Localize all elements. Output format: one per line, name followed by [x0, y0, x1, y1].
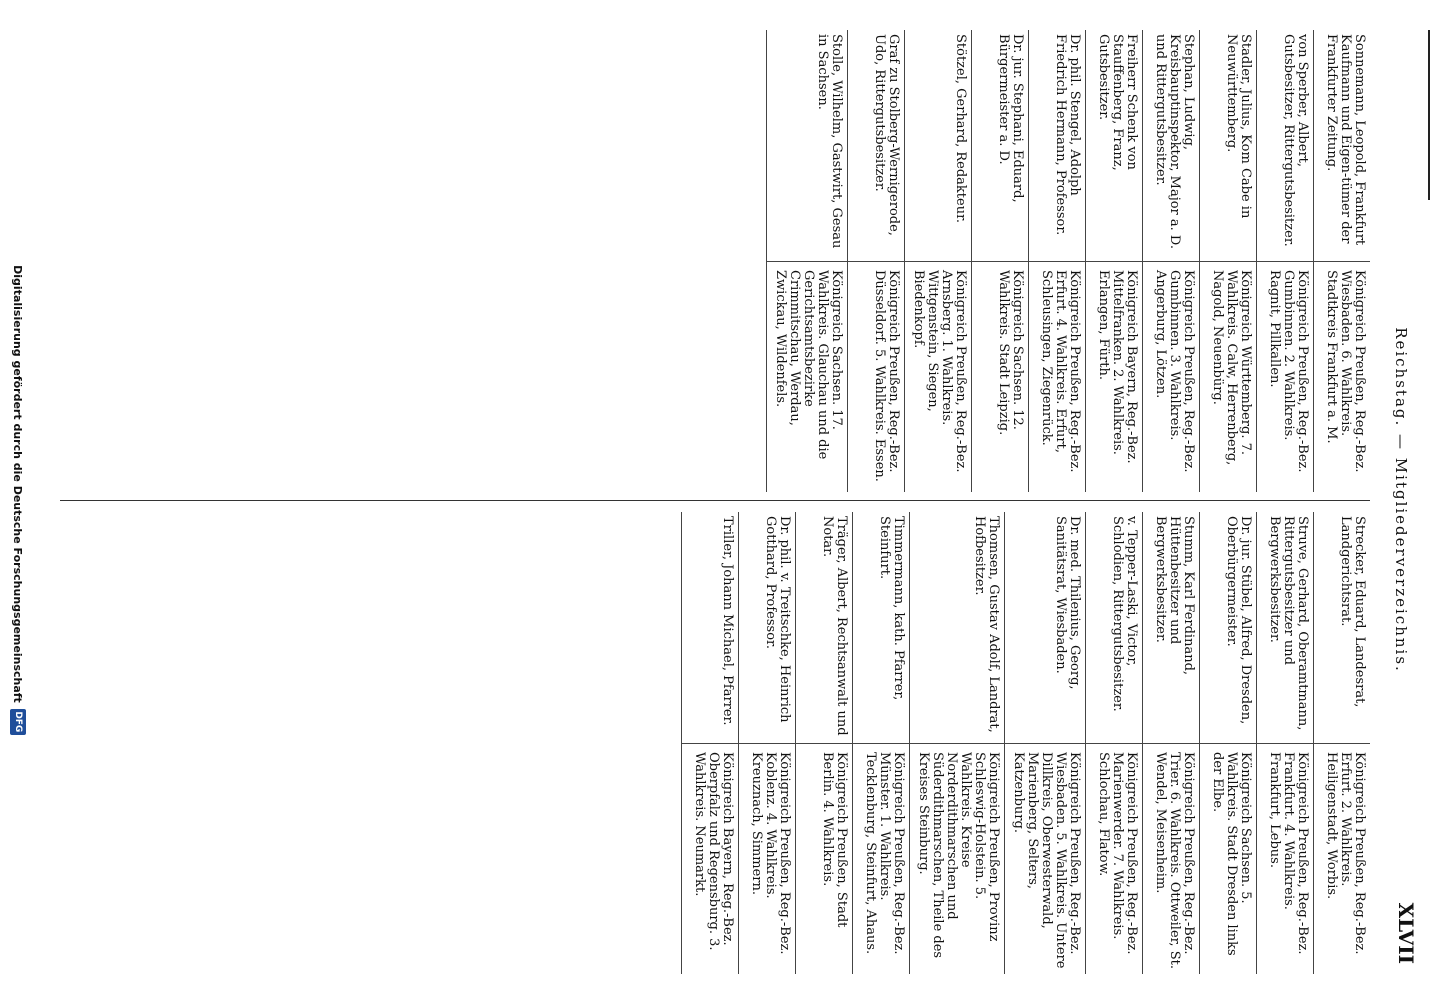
member-district: Königreich Preußen, Reg.-Bez. Münster. 1. Wahlkreis. Tecklenburg, Steinfurt, Ahaus. [853, 743, 909, 974]
dfg-logo: DFG [10, 709, 26, 735]
member-district: Königreich Preußen, Reg.-Bez. Düsseldorf. 5. Wahlkreis. Essen. [848, 261, 904, 492]
member-district: Königreich Preußen, Reg.-Bez. Wiesbaden. 5. Wahlkreis. Untere Dillkreis, Oberwesterwald, Marienberg, Selters, Katzenburg. [1005, 743, 1085, 974]
member-district: Königreich Preußen, Stadt Berlin. 4. Wahlkreis. [796, 743, 852, 974]
member-district: Königreich Preußen, Reg.-Bez. Gumbinnen. 3. Wahlkreis. Angerburg, Lötzen. [1143, 261, 1199, 492]
member-entry [681, 512, 738, 974]
top-rule [1428, 30, 1430, 200]
member-name: Freiherr Schenk von Stauffenberg, Franz, Gutsbesitzer. [1096, 34, 1139, 171]
member-district: Königreich Preußen, Reg.-Bez. Arnsberg. 1. Wahlkreis. Wittgenstein, Siegen, Biedenkopf. [905, 261, 971, 492]
member-district: Königreich Preußen, Reg.-Bez. Erfurt. 2. Wahlkreis. Heiligenstadt, Worbis. [1314, 743, 1370, 974]
right-column [60, 512, 1370, 974]
member-name: Träger, Albert, Rechtsanwalt und Notar. [820, 516, 849, 736]
member-entry [852, 512, 909, 974]
member-name: Stötzel, Gerhard, Redakteur. [953, 34, 968, 224]
member-name: Dr. jur. Stephani, Eduard, Bürgermeister a. D. [996, 34, 1025, 203]
page-header [1374, 30, 1424, 970]
member-district: Königreich Preußen, Reg.-Bez. Erfurt. 4. Wahlkreis. Erfurt, Schleusingen, Ziegenrück. [1029, 261, 1085, 492]
member-entry [1256, 30, 1313, 492]
member-district: Königreich Preußen, Reg.-Bez. Koblenz. 4. Wahlkreis. Kreuznach, Simmern. [739, 743, 795, 974]
page-number: XLVII [1394, 902, 1418, 964]
member-entry [1313, 512, 1370, 974]
member-name: Stephan, Ludwig, Kreisbauptinspektor, Major a. D. und Rittergutsbesitzer. [1153, 34, 1196, 250]
member-name: Thomsen, Gustav Adolf, Landrat, Hofbesitzer. [972, 516, 1001, 733]
member-entry [904, 30, 971, 492]
member-name: Dr. med. Thilenius, Georg, Sanitätsrat, Wiesbaden. [1053, 516, 1082, 690]
footer [4, 0, 32, 1000]
member-entry [971, 30, 1028, 492]
member-district: Königreich Bayern, Reg.-Bez. Mittelfranken. 2. Wahlkreis. Erlangen, Fürth. [1086, 261, 1142, 492]
member-name: Stumm, Karl Ferdinand, Hüttenbesitzer und Bergwerksbesitzer. [1153, 516, 1196, 676]
member-entry [1085, 30, 1142, 492]
member-name: Sonnemann, Leopold, Frankfurt Kaufmann und Eigen-tümer der Frankfurter Zeitung. [1324, 34, 1367, 246]
member-district: Königreich Preußen, Provinz Schleswig-Holstein. 5. Wahlkreis. Kreise Norderdithmarschen und Süderdithmarschen, Theile des Kreises Steinburg. [910, 743, 1004, 974]
member-entry [766, 30, 847, 492]
member-name: von Sperber, Albert, Gutsbesitzer, Rittergutsbesitzer. [1281, 34, 1310, 247]
left-column [60, 30, 1370, 492]
member-name: Dr. jur. Stübel, Alfred, Dresden, Oberbürgermeister. [1224, 516, 1253, 725]
member-entry [1256, 512, 1313, 974]
member-entry [738, 512, 795, 974]
member-district: Königreich Sachsen. 12. Wahlkreis. Stadt Leipzig. [972, 261, 1028, 492]
member-entry [795, 512, 852, 974]
member-district: Königreich Sachsen. 17. Wahlkreis. Glauchau und die Gerichtsamtsbezirke Crimmitschau, Werdau, Zwickau, Wildenfels. [767, 261, 847, 492]
member-entry [847, 30, 904, 492]
member-entry [1199, 512, 1256, 974]
member-name: Dr. phil. Stengel, Adolph Friedrich Hermann, Professor. [1053, 34, 1082, 236]
member-name: v. Tepper-Laski, Victor, Schlodien, Rittergutsbesitzer. [1110, 516, 1139, 712]
member-entry [1085, 512, 1142, 974]
member-entry [1199, 30, 1256, 492]
column-divider [60, 500, 1370, 501]
member-name: Struve, Gerhard, Oberamtmann, Rittergutsbesitzer und Bergwerksbesitzer. [1267, 516, 1310, 731]
member-entry [1142, 30, 1199, 492]
member-entry [1004, 512, 1085, 974]
member-entry [1142, 512, 1199, 974]
member-district: Königreich Preußen, Reg.-Bez. Trier. 6. Wahlkreis. Ottweiler, St. Wendel, Meisenheim. [1143, 743, 1199, 974]
member-entry [1313, 30, 1370, 492]
member-district: Königreich Bayern, Reg.-Bez. Oberpfalz und Regensburg. 3. Wahlkreis. Neumarkt. [682, 743, 738, 974]
member-district: Königreich Preußen, Reg.-Bez. Gumbinnen. 2. Wahlkreis. Ragnit, Pillkallen. [1257, 261, 1313, 492]
member-name: Dr. phil. v. Treitschke, Heinrich Gotthard, Professor. [763, 516, 792, 723]
footer-text: Digitalisierung gefördert durch die Deutsche Forschungsgemeinschaft [11, 265, 25, 703]
running-title: Reichstag. — Mitgliederverzeichnis. [1392, 327, 1410, 673]
member-district: Königreich Preußen, Reg.-Bez. Wiesbaden. 6. Wahlkreis. Stadtkreis Frankfurt a. M. [1314, 261, 1370, 492]
member-name: Graf zu Stolberg-Wernigerode, Udo, Rittergutsbesitzer. [872, 34, 901, 236]
member-district: Königreich Preußen, Reg.-Bez. Marienwerder. 7. Wahlkreis. Schlochau, Flatow. [1086, 743, 1142, 974]
member-district: Königreich Württemberg. 7. Wahlkreis. Calw, Herrenberg, Nagold, Neuenbürg. [1200, 261, 1256, 492]
member-district: Königreich Sachsen. 5. Wahlkreis. Stadt Dresden links der Elbe. [1200, 743, 1256, 974]
member-entry [909, 512, 1004, 974]
member-name: Timmermann, kath. Pfarrer, Steinfurt. [877, 516, 906, 701]
member-entry [1028, 30, 1085, 492]
member-district: Königreich Preußen, Reg.-Bez. Frankfurt. 4. Wahlkreis. Frankfurt, Lebus. [1257, 743, 1313, 974]
member-name: Stolle, Wilhelm, Gastwirt, Gesau in Sachsen. [815, 34, 844, 249]
member-name: Strecker, Eduard, Landesrat, Landgerichtsrat. [1338, 516, 1367, 708]
member-name: Stadler, Julius, Kom Cabe in Neuwürttemberg. [1224, 34, 1253, 219]
member-name: Triller, Johann Michael, Pfarrer. [720, 516, 735, 726]
